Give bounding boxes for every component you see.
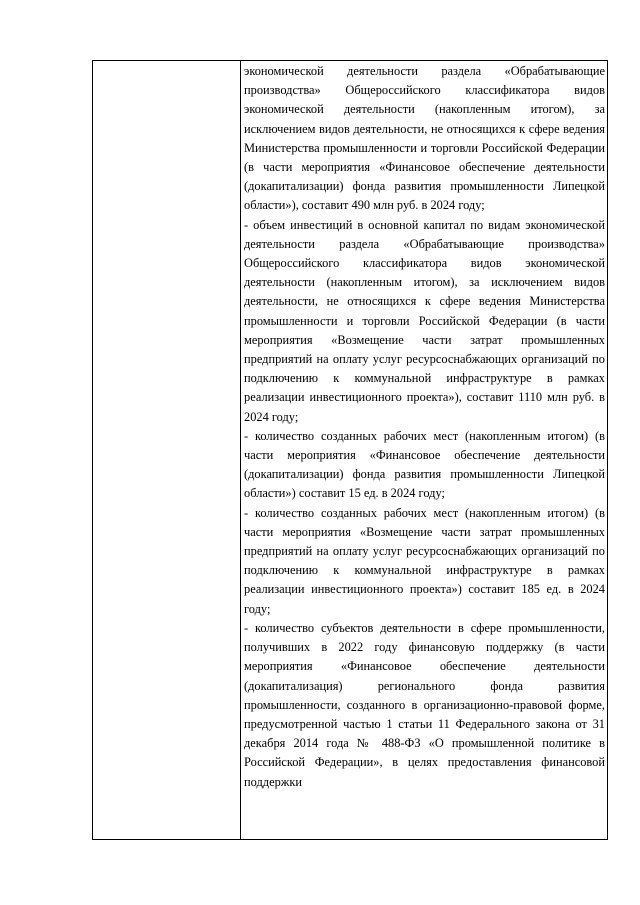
document-table [92,60,608,840]
paragraph-jobs-fund: - количество созданных рабочих мест (накопленным итогом) (в части мероприятия «Финансовое обеспечение деятельности (докапитализации) фонда развития промышленности Липецкой области») составит 15 ед. в 2024 году; [244,428,605,501]
paragraph-support-subjects: - количество субъектов деятельности в сфере промышленности, получивших в 2022 году финансовую поддержку (в части мероприятия «Финансовое обеспечение деятельности (докапитализация) регионального фонда развития промышленности, созданного в организационно-правовой форме, предусмотренной частью 1 статьи 11 Федерального закона от 31 декабря 2014 года № 488-ФЗ «О промышленной политике в Российской Федерации», в целях предоставления финансовой поддержки [244,620,605,789]
left-empty-cell [93,61,241,839]
paragraph-jobs-connection: - количество созданных рабочих мест (накопленным итогом) (в части мероприятия «Возмещение части затрат промышленных предприятий на оплату услуг ресурсоснабжающих организаций по подключению к коммунальной инфраструктуре в рамках реализации инвестиционного проекта») составит 185 ед. в 2024 году; [244,505,605,616]
paragraph-investment-continuation: экономической деятельности раздела «Обрабатывающие производства» Общероссийского классификатора видов экономической деятельности (накопленным итогом), за исключением видов деятельности, не относящихся к сфере ведения Министерства промышленности и торговли Российской Федерации (в части мероприятия «Финансовое обеспечение деятельности (докапитализации) фонда развития промышленности Липецкой области»), составит 490 млн руб. в 2024 году; [244,64,605,213]
paragraph-investment-connection: - объем инвестиций в основной капитал по видам экономической деятельности раздела «Обрабатывающие производства» Общероссийского классификатора видов экономической деятельности (накопленным итогом), за исключением видов деятельности, не относящихся к сфере ведения Министерства промышленности и торговли Российской Федерации (в части мероприятия «Возмещение части затрат промышленных предприятий на оплату услуг ресурсоснабжающих организаций по подключению к коммунальной инфраструктуре в рамках реализации инвестиционного проекта»), составит 1110 млн руб. в 2024 году; [244,217,605,424]
text-cell [241,61,607,839]
